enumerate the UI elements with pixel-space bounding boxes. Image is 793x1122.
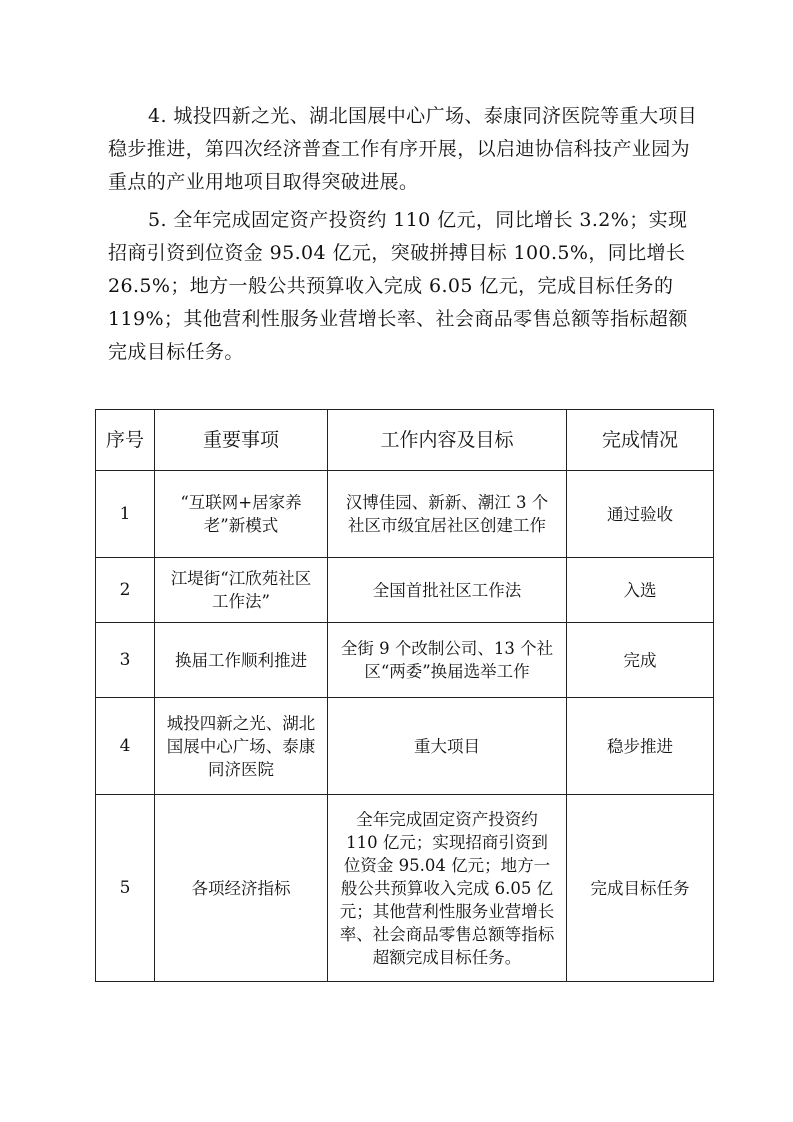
- row-no: 5: [96, 795, 155, 982]
- row-content: 全年完成固定资产投资约 110 亿元；实现招商引资到位资金 95.04 亿元；地方一般公共预算收入完成 6.05 亿元；其他营利性服务业营增长率、社会商品零售总额等指标超额完成目标任务。: [328, 795, 567, 982]
- row-item: 城投四新之光、湖北国展中心广场、泰康同济医院: [155, 698, 328, 795]
- table-row: [96, 471, 714, 558]
- row-no: 2: [96, 558, 155, 623]
- table-row: [96, 558, 714, 623]
- row-no: 4: [96, 698, 155, 795]
- row-status: 稳步推进: [567, 698, 714, 795]
- header-content: 工作内容及目标: [328, 410, 567, 471]
- table-row: [96, 698, 714, 795]
- row-content: 汉博佳园、新新、潮江 3 个社区市级宜居社区创建工作: [328, 471, 567, 558]
- paragraph-5: 5. 全年完成固定资产投资约 110 亿元，同比增长 3.2%；实现招商引资到位资金 95.04 亿元，突破拼搏目标 100.5%，同比增长 26.5%；地方一般公共预算收入完成 6.05 亿元，完成目标任务的 119%；其他营利性服务业营增长率、社会商品零售总额等指标超额完成目标任务。: [108, 209, 688, 363]
- row-status: 通过验收: [567, 471, 714, 558]
- row-item: 各项经济指标: [155, 795, 328, 982]
- paragraph-4: 4. 城投四新之光、湖北国展中心广场、泰康同济医院等重大项目稳步推进，第四次经济普查工作有序开展，以启迪协信科技产业园为重点的产业用地项目取得突破进展。: [108, 105, 698, 193]
- row-content: 重大项目: [328, 698, 567, 795]
- row-status: 完成目标任务: [567, 795, 714, 982]
- work-table: [95, 409, 714, 982]
- header-no: 序号: [96, 410, 155, 471]
- row-status: 入选: [567, 558, 714, 623]
- row-item: “互联网+居家养老”新模式: [155, 471, 328, 558]
- table-row: [96, 795, 714, 982]
- row-status: 完成: [567, 623, 714, 698]
- header-item: 重要事项: [155, 410, 328, 471]
- header-status: 完成情况: [567, 410, 714, 471]
- row-content: 全国首批社区工作法: [328, 558, 567, 623]
- row-item: 换届工作顺利推进: [155, 623, 328, 698]
- row-item: 江堤街“江欣苑社区工作法”: [155, 558, 328, 623]
- row-no: 1: [96, 471, 155, 558]
- row-content: 全街 9 个改制公司、13 个社区“两委”换届选举工作: [328, 623, 567, 698]
- table-row: [96, 623, 714, 698]
- row-no: 3: [96, 623, 155, 698]
- table-header-row: [96, 410, 714, 471]
